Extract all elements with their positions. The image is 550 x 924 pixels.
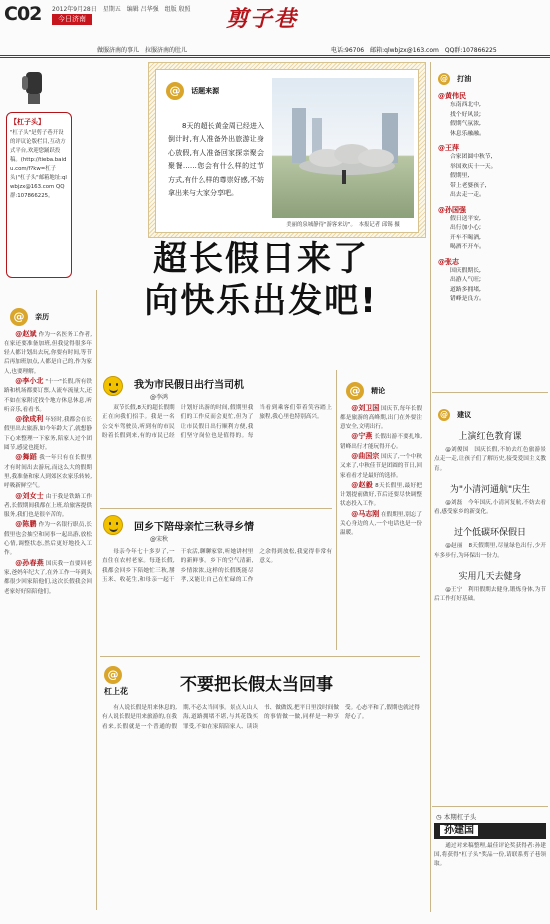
jianyi-subtitle: 过个低碳环保假日: [453, 528, 526, 539]
slogan: 做服济南的事儿 拉服济南的肚儿: [97, 47, 188, 54]
jinglun-text: 国庆了,一个中秋又来了,中秋佳节是团圆的节日,回家看看才是最好的选择。: [340, 453, 422, 479]
author-name: @刘女士: [15, 491, 44, 500]
dateline: 2012年9月28日 星期五 编辑 吕华强 组版 殷照: [52, 6, 191, 13]
headline-line-2: 向快乐出发吧!: [144, 281, 378, 321]
columnist-illustration: [14, 68, 54, 106]
dayou-column: [434, 64, 546, 390]
masthead: 剪子巷: [226, 6, 299, 32]
author-name: @陈鹏: [15, 520, 37, 529]
poem-line: 假期里,: [450, 173, 470, 179]
smiley-icon: [103, 376, 123, 396]
page-number: C02: [4, 3, 42, 25]
jinglun-item: [340, 432, 422, 452]
dayou-heading: [438, 68, 546, 87]
topic-label: 话题来源: [191, 86, 220, 95]
author-name: @张志: [438, 257, 459, 266]
article3-title: 不要把长假太当回事: [180, 675, 333, 695]
jinglun-item: [340, 510, 422, 539]
qinli-item: [4, 559, 92, 597]
qinli-column: [4, 300, 92, 900]
topic-inner: [155, 69, 419, 233]
qinli-text: 由于我是铁路工作者,长假期间我都在上班,给旅客提供服务,我们也是很辛苦的。: [4, 493, 92, 519]
columnist-tag: 【杠子头】: [10, 118, 45, 126]
author-name: @孙国强: [438, 205, 466, 214]
author-name: @赵斌: [15, 329, 37, 338]
at-icon: @: [10, 308, 28, 326]
poem-line: 国庆假期长,: [450, 267, 481, 274]
at-icon: @: [104, 666, 122, 684]
jinglun-item: [340, 452, 422, 481]
jinglun-column: [340, 376, 422, 652]
dayou-item: [438, 205, 546, 253]
poem-line: 带上老婆孩子,: [450, 182, 487, 189]
qinli-text: 国庆我一直要回老家,爸妈年纪大了,在外工作一年到头都很少回家陪他们,这次长假我会回老家好好陪陪他们。: [4, 560, 92, 595]
qinli-item: [4, 415, 92, 453]
qinli-item: [4, 492, 92, 521]
qinli-text: 年轻时,我都会在长假里出去旅游,如今年龄大了,就想静下心来整理一下家务,陪家人过个团圆节,感觉也挺好。: [4, 417, 92, 452]
article2-body: 母亲今年七十多岁了,一直住在农村老家。每逢长假,我都会回乡下陪她忙三秋,掰玉米、收花生,和母亲一起干干农活,聊聊家常,听她讲村里的新鲜事。乡下的空气清新,乡情浓浓,这样的长假既能尽孝,又能让自己在忙碌的工作之余得到放松,我觉得非常有意义。: [102, 549, 332, 583]
dayou-item: [438, 91, 546, 139]
author-name: @宁燕: [351, 432, 373, 441]
article1-title: 我为市民假日出行当司机: [134, 380, 244, 391]
poem-line: 道路多拥堵,: [450, 286, 481, 293]
author-name: @孙春燕: [15, 558, 44, 567]
page-header: [0, 0, 550, 30]
headline: [96, 238, 426, 322]
jinglun-item: [340, 481, 422, 510]
article3-icon-wrap: [104, 664, 122, 684]
article1-body: 双节长假,8天的超长假期正在向我们招手。我是一名公交车驾驶员,听到有的市民盼着长假到来,有的市民已经计划好出游的时间,假期里我们的工作反而会更忙,但为了让市民假日出行顺利方便,我们坚守岗位也是值得的。每当看到乘客们带着笑容踏上旅程,我心里也特别高兴。: [102, 405, 332, 439]
section-tag: 今日济南: [52, 14, 92, 25]
columnist-text: "杠子头"是剪子巷开设的评议论版栏目,互动方式平台,欢迎您踊跃投稿。(http://tieba.baidu.com/f?kw=杠子头)"杠子头"邮箱地址:qlwbjzx@163.com QQ群:107866225。: [10, 130, 67, 199]
author-name: @刘卫国: [351, 403, 380, 412]
preview-name: 孙建国: [440, 825, 478, 836]
columnist-box: [4, 64, 74, 214]
jinglun-text: 国庆节,每年长假都是旅游的高峰期,出门在外要注意安全,文明出行。: [340, 405, 422, 431]
jinglun-label: 精论: [371, 386, 386, 395]
at-icon: @: [440, 409, 448, 419]
jinglun-text: 长假出游不要扎堆,错峰出行才能玩得开心。: [340, 434, 422, 450]
rule-jianyi: [432, 392, 548, 393]
spring-sculpture-icon: [272, 78, 414, 218]
header-rule: [0, 55, 550, 56]
hotline: 电话:96706 邮箱:qlwbjzx@163.com QQ群:107866225: [331, 47, 497, 54]
jianyi-text: @刘俊国 国庆长假,不妨去红色旅游景点走一走,让孩子们了解历史,接受爱国主义教育。: [434, 447, 546, 472]
poem-line: 出去走一走。: [450, 192, 485, 198]
jianyi-subtitle: 实用几天去健身: [458, 572, 522, 583]
jianyi-subtitle: 为"小清河通航"庆生: [449, 484, 531, 495]
author-name: @李小北: [15, 376, 44, 385]
preview-label: 本期杠子头: [443, 813, 477, 821]
at-icon: @: [166, 82, 184, 100]
topic-photo-caption: 美丽的泉城静待"游客来访"。 本报记者 邱锡 摄: [286, 222, 400, 228]
qinli-text: 作为一名医务工作者,在家还要准备加班,但我觉得很多年轻人都计划出去玩,你要有时间,等节后再加班加点,人都是自己的,作为家人,也要理解。: [4, 331, 92, 375]
article3-body: 有人说长假是用来休息的,有人说长假是用来旅游的,在我看来,长假就是一个普通的假期,不必太当回事。景点人山人海,道路拥堵不堪,与其花钱买罪受,不如在家陪陪家人、读读书、做做饭,把平日里没时间做的事情做一做,同样是一种享受。心态平和了,假期也就过得舒心了。: [102, 705, 420, 730]
poem-line: 出行加小心;: [450, 225, 481, 231]
columnist-frame: [6, 112, 72, 278]
topic-photo: [272, 78, 414, 218]
jinglun-item: [340, 404, 422, 433]
qinli-heading: [10, 306, 92, 326]
dayou-label: 打油: [457, 74, 472, 83]
at-icon: @: [346, 382, 364, 400]
jinglun-heading: [346, 380, 422, 400]
author-name: @黄伟民: [438, 92, 466, 100]
qinli-item: [4, 330, 92, 377]
jianyi-text: @赵丽 8天假期里,尽量绿色出行,少开车多步行,为环保出一份力。: [434, 543, 546, 559]
poem-line: 合家团圆中秋节,: [450, 154, 493, 160]
jianyi-column: [434, 396, 546, 796]
poem-line: 找个好风景;: [450, 111, 481, 118]
jianyi-label: 建议: [457, 410, 472, 419]
author-name: @曲国宗: [351, 451, 380, 460]
rule-jinglun: [336, 370, 337, 650]
jianyi-subtitle: 上演红色教育课: [458, 432, 522, 442]
rule-right: [430, 62, 431, 912]
jianyi-heading: [438, 404, 546, 423]
article1-byline: @李鸿: [150, 394, 169, 401]
jianyi-text: @刘磊 今年国庆,小清河复航,不妨去看看,感受家乡的新变化。: [434, 499, 546, 516]
headline-line-1: 超长假日来了: [153, 239, 369, 279]
topic-heading: [166, 80, 219, 100]
poem-line: 开车不喝酒,: [450, 234, 481, 241]
qinli-item: [4, 453, 92, 491]
rule-article3: [100, 656, 420, 657]
jinglun-text: 在假期里,别忘了关心身边的人,一个电话也是一份温暖。: [340, 511, 422, 537]
poem-line: 休息乐融融。: [450, 130, 485, 137]
rule-preview: [432, 806, 548, 807]
preview-text: 通过对来稿整理,最佳评论奖获得者:孙建国,将获得"杠子头"奖品一份,请联系剪子巷领取。: [434, 843, 546, 867]
preview-heading: [436, 812, 546, 821]
poem-line: 出游人气旺;: [450, 277, 481, 283]
preview-box: [434, 810, 546, 918]
clock-icon: ◷: [436, 813, 442, 821]
poem-line: 喝酒不开车。: [450, 244, 485, 250]
author-name: @徐成利: [15, 415, 44, 424]
preview-name-bar: [434, 823, 546, 839]
qinli-text: "十一"长假,所有铁路和机场都要订票,人流车流量大,还不如在家附近找个地方休息休息,听听音乐,看看书。: [4, 378, 92, 413]
author-name: @王萍: [438, 144, 459, 152]
qinli-item: [4, 520, 92, 558]
jianyi-text: @王宁 利用假期去健身,锻炼身体,为节后工作打好基础。: [434, 587, 546, 603]
author-name: @舞蹈: [15, 453, 38, 462]
jinglun-text: 8天长假里,最好把计划提前做好,节后还要尽快调整状态投入工作。: [340, 482, 422, 508]
poem-line: 假期气氛浓,: [450, 121, 481, 127]
article2-byline: @宋秋: [150, 536, 169, 543]
smiley-icon: [103, 515, 123, 535]
header-rule-2: [0, 57, 550, 58]
article2-title: 回乡下陪母亲忙三秋寻乡情: [134, 522, 254, 533]
poem-line: 举国欢庆十一天。: [450, 163, 497, 170]
topic-box: [148, 62, 426, 238]
at-icon: @: [440, 73, 448, 83]
poem-line: 错峰是良方。: [450, 296, 485, 302]
topic-text: 8天的超长黄金周已经进入倒计时,有人准备外出旅游让身心放假,有人准备回家探亲聚会聚餐……您会有什么样的过节方式,有什么样的尊崇好感,不妨拿出来与大家分享吧。: [168, 122, 264, 198]
qinli-text: 我一年只有在长假里才有时间出去游玩,而这么大的假期里,我准备和家人到郊区农家乐转转,呼吸新鲜空气。: [4, 455, 92, 490]
article3-byline: 杠上花: [104, 687, 128, 696]
rule-article2: [100, 508, 332, 509]
poem-line: 假日送平安,: [450, 215, 481, 222]
poem-line: 东南西北中,: [450, 102, 481, 108]
author-name: @赵毅: [351, 480, 374, 489]
dayou-item: [438, 143, 546, 201]
qinli-item: [4, 377, 92, 415]
qinli-label: 亲历: [35, 312, 50, 321]
rule-left: [96, 290, 97, 910]
qinli-text: 作为一名银行职员,长假里也会抽空和同事一起出游,放松心情,调整状态,然后更好地投入工作。: [4, 522, 92, 557]
dayou-item: [438, 257, 546, 305]
fist-icon: [14, 68, 54, 106]
author-name: @马志刚: [351, 509, 380, 518]
